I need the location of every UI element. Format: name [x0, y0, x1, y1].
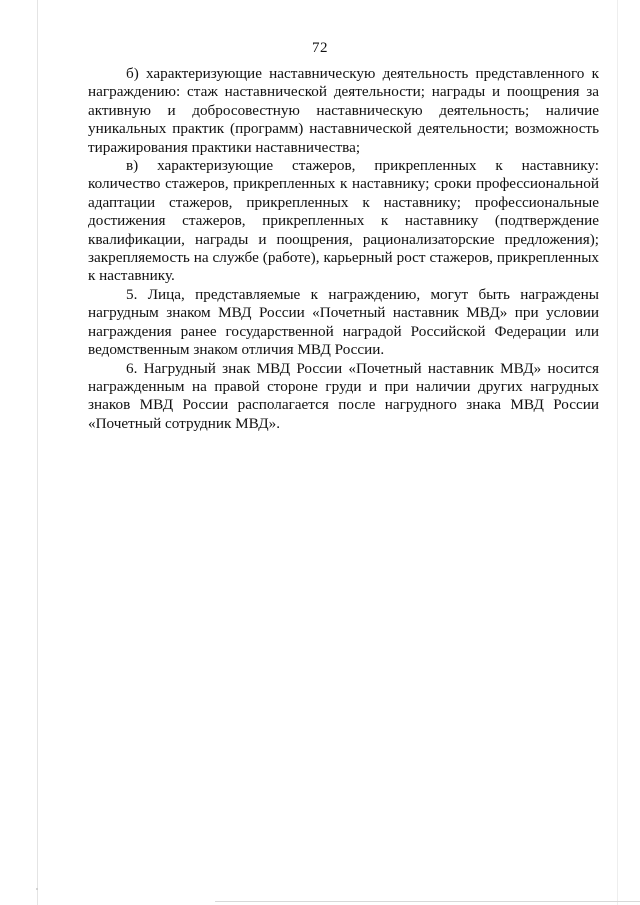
- scan-edge-right: [617, 0, 618, 905]
- document-body: [88, 65, 599, 433]
- scan-edge-bottom: [215, 901, 640, 902]
- paragraph-v: в) характеризующие стажеров, прикрепленных к наставнику: количество стажеров, прикрепленных к наставнику; сроки профессиональной адаптации стажеров, прикрепленных к наставнику; профессиональные достижения стажеров, прикрепленных к наставнику (подтверждение квалификации, награды и поощрения, рационализаторские предложения); закрепляемость на службе (работе), карьерный рост стажеров, прикрепленных к наставнику.: [88, 157, 599, 285]
- page-number: 72: [312, 40, 328, 56]
- paragraph-b: б) характеризующие наставническую деятельность представленного к награждению: стаж наставнической деятельности; награды и поощрения за активную и добросовестную наставническую деятельность; наличие уникальных практик (программ) наставнической деятельности; возможность тиражирования практики наставничества;: [88, 65, 599, 156]
- scan-speck: [36, 888, 38, 890]
- paragraph-6: 6. Нагрудный знак МВД России «Почетный наставник МВД» носится награжденным на правой стороне груди и при наличии других нагрудных знаков МВД России располагается после нагрудного знака МВД России «Почетный сотрудник МВД».: [88, 359, 599, 432]
- paragraph-5: 5. Лица, представляемые к награждению, могут быть награждены нагрудным знаком МВД России «Почетный наставник МВД» при условии награждения ранее государственной наградой Российской Федерации или ведомственным знаком отличия МВД России.: [88, 285, 599, 359]
- scan-edge-left: [37, 0, 38, 905]
